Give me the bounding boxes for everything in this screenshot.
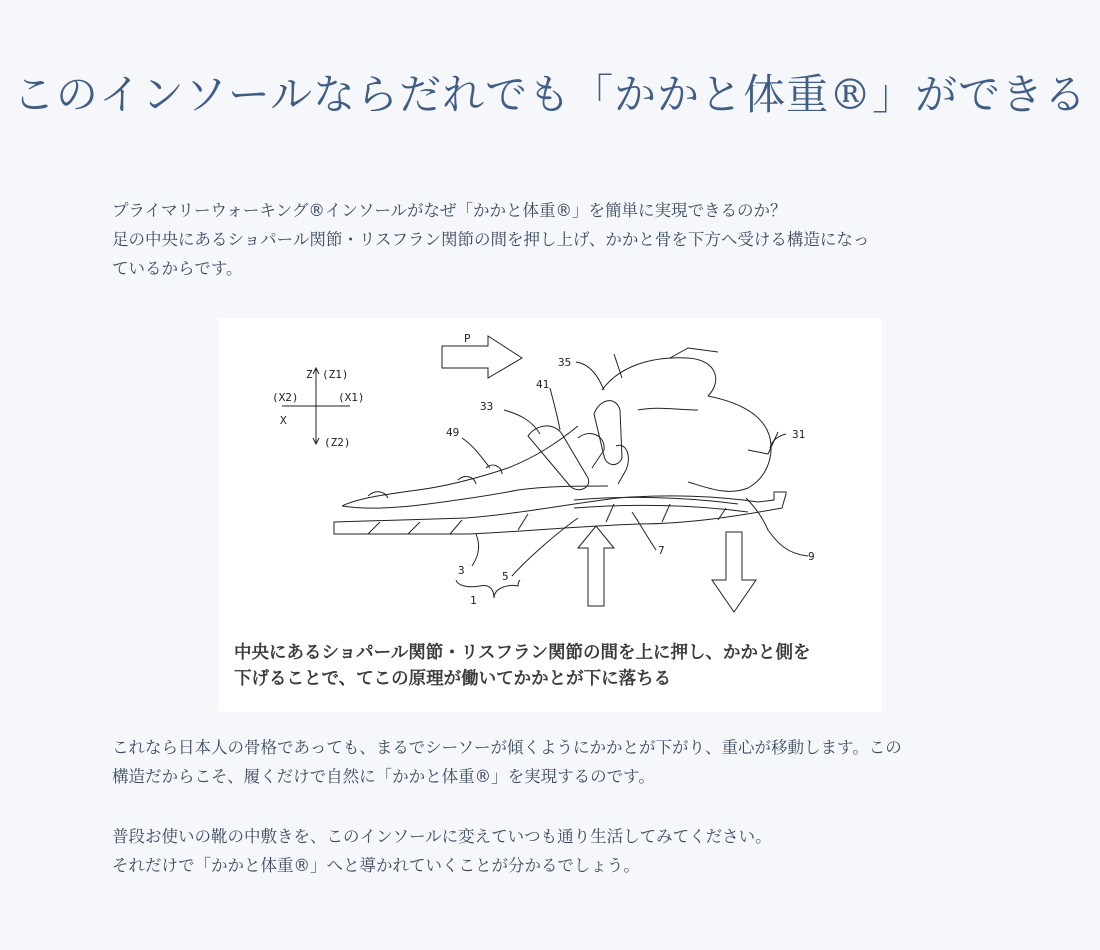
body1-line-1: これなら日本人の骨格であっても、まるでシーソーが傾くようにかかとが下がり、重心が移動します。この (112, 738, 902, 757)
caption-line-1: 中央にあるショパール関節・リスフラン関節の間を上に押し、かかと側を (234, 643, 811, 663)
intro-line-3: ているからです。 (112, 259, 243, 278)
axis-x1-label: (X1) (338, 391, 365, 404)
body-text-2 (112, 822, 992, 880)
label-35: 35 (558, 356, 572, 369)
insole-diagram-figure (218, 318, 882, 712)
label-9: 9 (808, 550, 815, 563)
figure-caption (234, 640, 874, 692)
arrow-p-label: P (464, 332, 471, 345)
body-text-1 (112, 733, 992, 791)
intro-text (112, 196, 992, 283)
label-49: 49 (446, 426, 460, 439)
axis-z1-label: (Z1) (322, 368, 349, 381)
body2-line-1: 普段お使いの靴の中敷きを、このインソールに変えていつも通り生活してみてください。 (112, 827, 772, 846)
axis-x-label: X (280, 414, 287, 427)
label-33: 33 (480, 400, 494, 413)
insole-sole (334, 492, 786, 534)
label-3: 3 (458, 564, 465, 577)
label-5: 5 (502, 570, 509, 583)
support-arrow-up (578, 526, 614, 606)
heel-arrow-down (712, 532, 756, 612)
caption-line-2: 下げることで、てこの原理が働いてかかとが下に落ちる (234, 669, 672, 689)
body1-line-2: 構造だからこそ、履くだけで自然に「かかと体重®」を実現するのです。 (112, 767, 655, 786)
insole-diagram (218, 318, 882, 638)
label-41: 41 (536, 378, 550, 391)
intro-line-1: プライマリーウォーキング®インソールがなぜ「かかと体重®」を簡単に実現できるのか？ (112, 201, 787, 220)
axis-z2-label: (Z2) (324, 436, 351, 449)
body2-line-2: それだけで「かかと体重®」へと導かれていくことが分かるでしょう。 (112, 856, 640, 875)
page-title: このインソールならだれでも「かかと体重®」ができる (12, 70, 1088, 119)
label-7: 7 (658, 544, 665, 557)
label-1: 1 (470, 594, 477, 607)
axis-x2-label: (X2) (272, 391, 299, 404)
label-31: 31 (792, 428, 806, 441)
leader-lines (456, 362, 808, 598)
push-arrow-right (442, 336, 522, 378)
axis-z-label: Z (306, 368, 313, 381)
intro-line-2: 足の中央にあるショパール関節・リスフラン関節の間を押し上げ、かかと骨を下方へ受ける構造になっ (112, 230, 870, 249)
